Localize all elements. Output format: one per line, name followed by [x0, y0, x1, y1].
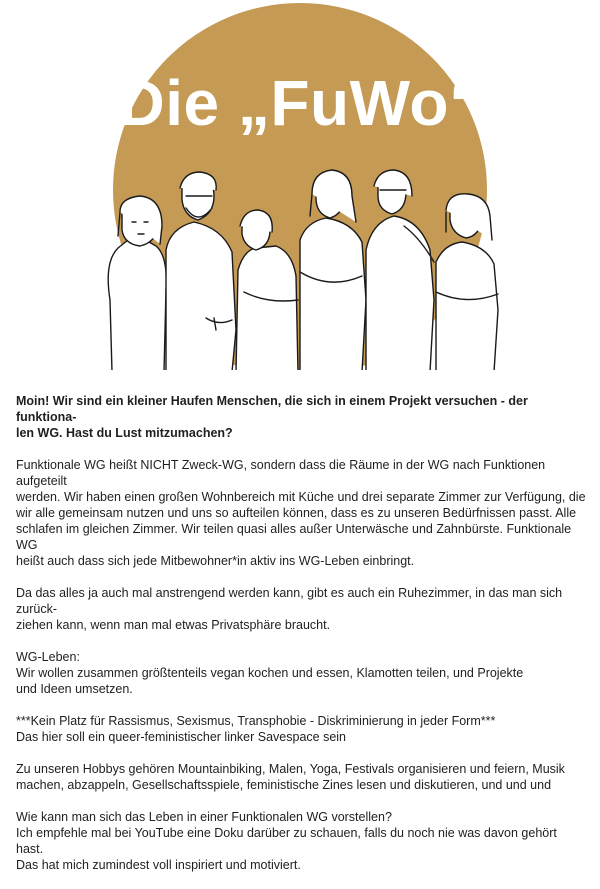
- page-title: Die „FuWo“: [118, 67, 482, 139]
- intro-paragraph: [16, 393, 586, 441]
- text-line: WG-Leben:: [16, 650, 80, 664]
- text-line: heißt auch dass sich jede Mitbewohner*in aktiv ins WG-Leben einbringt.: [16, 554, 415, 568]
- text-line: Das hat mich zumindest voll inspiriert und motiviert.: [16, 858, 301, 872]
- vorstellen-paragraph: [16, 809, 586, 873]
- text-line: Wie kann man sich das Leben in einer Funktionalen WG vorstellen?: [16, 810, 392, 824]
- text-line: werden. Wir haben einen großen Wohnbereich mit Küche und drei separate Zimmer zur Verfügung, die: [16, 490, 586, 504]
- text-line: Moin! Wir sind ein kleiner Haufen Menschen, die sich in einem Projekt versuchen - der funktiona-: [16, 394, 528, 424]
- text-line: Zu unseren Hobbys gehören Mountainbiking, Malen, Yoga, Festivals organisieren und feiern, Musik: [16, 762, 565, 776]
- text-line: ziehen kann, wenn man mal etwas Privatsphäre braucht.: [16, 618, 331, 632]
- hero-illustration: [0, 0, 600, 372]
- text-line: len WG. Hast du Lust mitzumachen?: [16, 426, 233, 440]
- document-body: [16, 393, 586, 889]
- text-line: und Ideen umsetzen.: [16, 682, 133, 696]
- person-6-icon: [436, 194, 498, 372]
- text-line: Da das alles ja auch mal anstrengend werden kann, gibt es auch ein Ruhezimmer, in das man sich zurück-: [16, 586, 563, 616]
- text-line: Ich empfehle mal bei YouTube eine Doku darüber zu schauen, falls du noch nie was davon gehört hast.: [16, 826, 557, 856]
- text-line: wir alle gemeinsam nutzen und uns so aufteilen können, dass es zu unseren Bedürfnissen passt. Alle: [16, 506, 577, 520]
- kein-platz-paragraph: [16, 713, 586, 745]
- text-line: Funktionale WG heißt NICHT Zweck-WG, sondern dass die Räume in der WG nach Funktionen aufgeteilt: [16, 458, 546, 488]
- funktionale-wg-paragraph: [16, 457, 586, 569]
- golden-circle-with-people-illustration: [0, 0, 600, 372]
- hobbys-paragraph: [16, 761, 586, 793]
- text-line: schlafen im gleichen Zimmer. Wir teilen quasi alles außer Unterwäsche und Zahnbürste. Funktionale WG: [16, 522, 572, 552]
- wg-leben-paragraph: [16, 649, 586, 697]
- ruhezimmer-paragraph: [16, 585, 586, 633]
- text-line: Das hier soll ein queer-feministischer linker Savespace sein: [16, 730, 347, 744]
- text-line: machen, abzappeln, Gesellschaftsspiele, feministische Zines lesen und diskutieren, und und und: [16, 778, 552, 792]
- text-line: Wir wollen zusammen größtenteils vegan kochen und essen, Klamotten teilen, und Projekte: [16, 666, 524, 680]
- text-line: ***Kein Platz für Rassismus, Sexismus, Transphobie - Diskriminierung in jeder Form***: [16, 714, 496, 728]
